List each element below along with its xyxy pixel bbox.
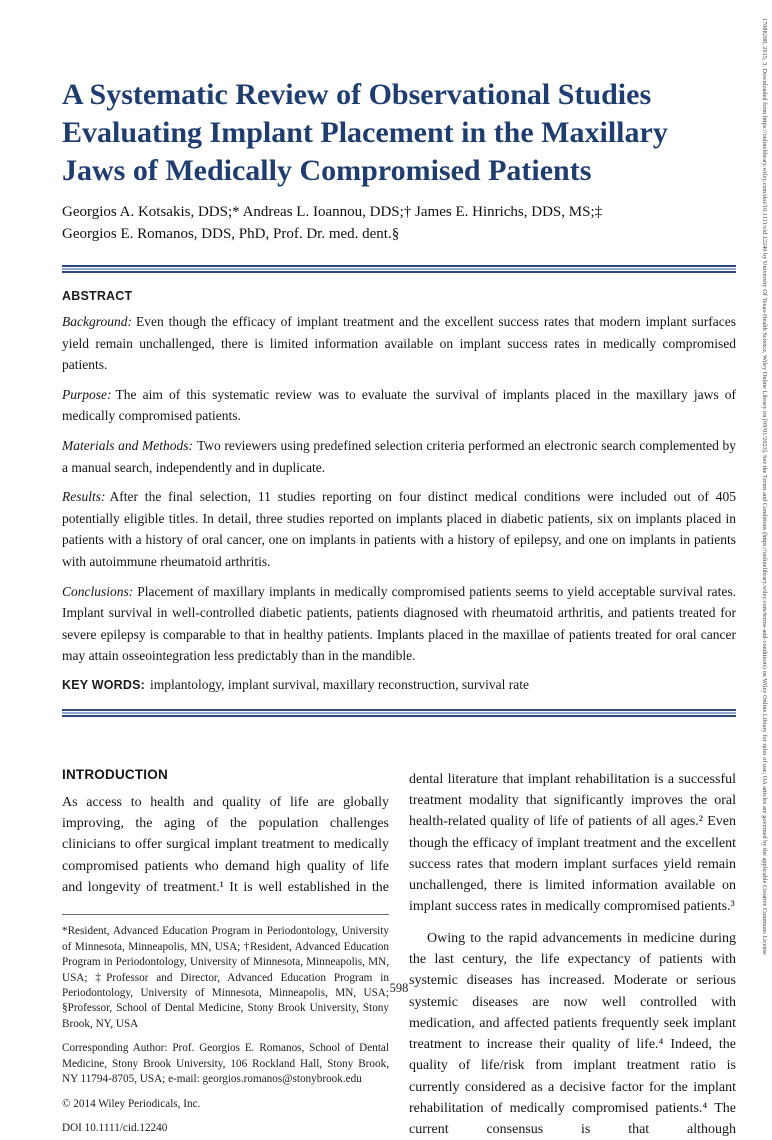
introduction-heading: INTRODUCTION: [62, 766, 168, 782]
journal-provenance-sidebar: [761, 18, 768, 1013]
copyright-line: © 2014 Wiley Periodicals, Inc.: [62, 1097, 201, 1110]
abstract-bottom-rule: [62, 709, 736, 717]
footnote-divider: [62, 914, 389, 915]
right-column: [409, 767, 736, 1140]
affiliations-footnote: *Resident, Advanced Education Program in Periodontology, University of Minnesota, Minneapolis, MN, USA; †Resident, Advanced Education Program in Periodontology, University of Minnesota, Minneapolis, MN, USA; ‡Professor and Director, Advanced Education Program in Periodontology, University of Minnesota, Minneapolis, MN, USA; §Professor, School of Dental Medicine, Stony Brook University, Stony Brook, NY, USA: [62, 925, 389, 1030]
left-column: [62, 767, 389, 1140]
abstract-methods-label: Materials and Methods:: [62, 437, 193, 453]
abstract-results: [62, 486, 736, 572]
author-line-2: Georgios E. Romanos, DDS, PhD, Prof. Dr. med. dent.§: [62, 225, 400, 242]
keywords-line: [62, 677, 736, 693]
body-paragraph-1: dental literature that implant rehabilitation is a successful treatment modality that significantly improves the oral health-related quality of life of patients of all ages.² Even though the efficacy of implant treatment and the excellent success rates that modern implant surfaces yield remain unchallenged, there is limited information available on implant success rates in medically compromised patients.³: [409, 771, 736, 915]
doi-line: DOI 10.1111/cid.12240: [62, 1122, 168, 1135]
abstract-conclusions: [62, 581, 736, 667]
page-number: 598: [389, 981, 409, 995]
abstract-results-text: After the final selection, 11 studies reporting on four distinct medical conditions were included out of 405 potentially eligible titles. In detail, three studies reported on implants placed in diabetic patients, six on implants placed in patients with a history of oral cancer, one on implants in patients with a history of epilepsy, and one on implants in patients with autoimmune rheumatoid arthritis.: [62, 489, 736, 569]
abstract-background: [62, 311, 736, 376]
abstract-purpose: [62, 384, 736, 427]
abstract-conclusions-text: Placement of maxillary implants in medically compromised patients seems to yield acceptable survival rates. Implant survival in well-controlled diabetic patients, patients diagnosed with rheumatoid arthritis, and patients treated for severe epilepsy is comparable to that in healthy patients. Implants placed in the maxillae of patients treated for oral cancer may attain osseointegration less predictably than in the mandible.: [62, 583, 736, 664]
body-columns: [62, 767, 736, 1140]
provenance-text: 17088208, 2015, 3, Downloaded from https://onlinelibrary.wiley.com/doi/10.1111/cid.12240 by University Of Texas-Health Science, Wiley Online Library on [09/01/2023]. See the Terms and Conditions (https://onlinelibrary.wiley.com/terms-and-conditions) on Wiley Online Library for rules of use; OA articles are governed by the applicable Creative Commons License: [761, 18, 768, 955]
abstract-heading: ABSTRACT: [62, 288, 133, 303]
introduction-paragraph: As access to health and quality of life are globally improving, the aging of the population challenges clinicians to offer surgical implant treatment to medically compromised patients who demand high quality of life and longevity of treatment.¹ It is well established in the: [62, 794, 389, 895]
abstract-conclusions-label: Conclusions:: [62, 583, 134, 599]
corresponding-author-footnote: Corresponding Author: Prof. Georgios E. Romanos, School of Dental Medicine, Stony Brook University, 106 Rockland Hall, Stony Brook, NY 11794-8705, USA; e-mail: georgios.romanos@stonybrook.edu: [62, 1042, 389, 1086]
author-list: [62, 202, 736, 245]
article-page: [62, 0, 736, 1140]
abstract-top-rule: [62, 265, 736, 273]
abstract-background-text: Even though the efficacy of implant treatment and the excellent success rates that modern implant surfaces yield remain unchallenged, there is limited information available on implant success rates in medically compromised patients.: [62, 313, 736, 373]
body-paragraph-2: Owing to the rapid advancements in medicine during the last century, the life expectancy of patients with systemic diseases has increased. Moderate or serious systemic diseases are now well controlled with medication, and affected patients frequently seek implant treatment to increase their quality of life.⁴ Indeed, the quality of life/risk from implant treatment ratio is currently considered as a decisive factor for the implant rehabilitation of medically compromised patients.⁴ The current consensus is that although: [409, 930, 736, 1138]
abstract-purpose-text: The aim of this systematic review was to evaluate the survival of implants placed in the maxillary jaws of medically compromised patients.: [62, 386, 736, 424]
abstract-methods: [62, 435, 736, 478]
keywords-text: implantology, implant survival, maxillary reconstruction, survival rate: [150, 676, 529, 692]
keywords-label: KEY WORDS:: [62, 677, 146, 692]
article-title: A Systematic Review of Observational Studies Evaluating Implant Placement in the Maxillary Jaws of Medically Compromised Patients: [62, 78, 668, 187]
abstract-methods-text: Two reviewers using predefined selection criteria performed an electronic search complemented by a manual search, independently and in duplicate.: [62, 437, 736, 475]
abstract-purpose-label: Purpose:: [62, 386, 112, 402]
author-line-1: Georgios A. Kotsakis, DDS;* Andreas L. Ioannou, DDS;† James E. Hinrichs, DDS, MS;‡: [62, 204, 603, 221]
abstract-results-label: Results:: [62, 489, 106, 505]
abstract-background-label: Background:: [62, 313, 132, 329]
